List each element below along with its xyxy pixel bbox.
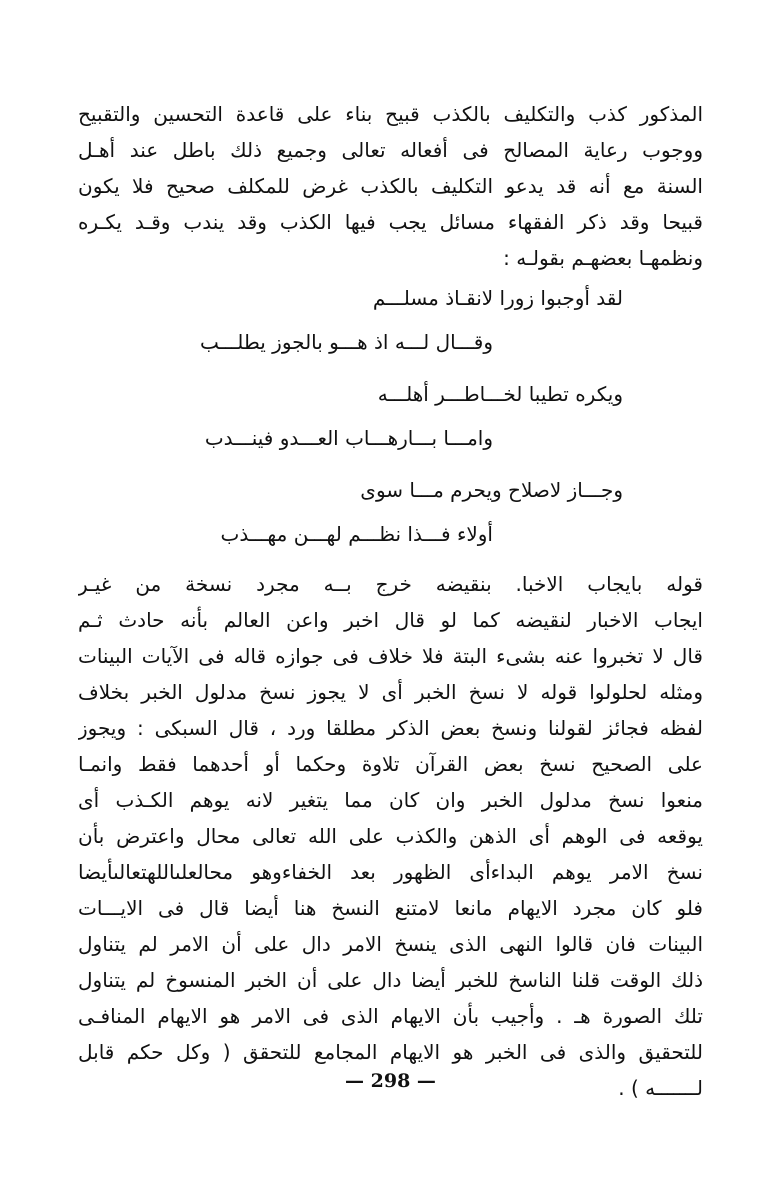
poem-verse: وجـــاز لاصلاح ويحرم مـــا سوى xyxy=(360,478,623,502)
poem-verse: أولاء فـــذا نظـــم لهـــن مهـــذب xyxy=(220,522,493,546)
text-line: منعوا نسخ مدلول الخبر وان كان مما يتغير لانه يوهم الكـذب أى xyxy=(78,788,703,812)
text-line: لفظه فجائز لقولنا ونسخ بعض الذكر مطلقا ورد ، قال السبكى : ويجوز xyxy=(78,716,703,740)
text-line: فلو كان مجرد الايهام مانعا لامتنع النسخ هنا أيضا قال فى الايـــات xyxy=(78,896,703,920)
text-line: على الصحيح نسخ بعض القرآن تلاوة وحكما أو أحدهما فقط وانمـا xyxy=(78,752,703,776)
text-line: نسخ الامر يوهم البداءأى الظهور بعد الخفاءوهو محالعلىاللهتعالىأيضا xyxy=(78,860,703,884)
text-line: ونظمهـا بعضهـم بقولـه : xyxy=(503,246,703,270)
text-line: المذكور كذب والتكليف بالكذب قبيح بناء على قاعدة التحسين والتقبيح xyxy=(78,102,703,126)
poem-verse: لقد أوجبوا زورا لانقـاذ مسلـــم xyxy=(372,286,623,310)
text-line: ايجاب الاخبار لنقيضه كما لو قال اخبر واعن العالم بأنه حادث ثـم xyxy=(78,608,703,632)
text-line: للتحقيق والذى فى الخبر هو الايهام المجامع للتحقق ( وكل حكم قابل xyxy=(78,1040,703,1064)
text-line: يوقعه فى الوهم أى الذهن والكذب على الله تعالى محال واعترض بأن xyxy=(78,824,703,848)
text-line: تلك الصورة هـ . وأجيب بأن الايهام الذى فى الامر هو الايهام المنافـى xyxy=(78,1004,703,1028)
paragraph-2 xyxy=(78,566,703,1106)
text-line: السنة مع أنه قد يدعو التكليف بالكذب غرض للمكلف صحيح فلا يكون xyxy=(78,174,703,198)
text-line: قبيحا وقد ذكر الفقهاء مسائل يجب فيها الكذب وقد يندب وقـد يكـره xyxy=(78,210,703,234)
page-number: — 298 — xyxy=(345,1070,436,1092)
text-line: ووجوب رعاية المصالح فى أفعاله تعالى وجميع ذلك باطل عند أهـل xyxy=(78,138,703,162)
text-line: قال لا تخبروا عنه بشىء البتة فلا خلاف فى جوازه قاله فى الآيات البينات xyxy=(78,644,703,668)
poem-verse: وقـــال لـــه اذ هـــو بالجوز يطلـــب xyxy=(200,330,493,354)
text-line: لـــــــه ) . xyxy=(618,1076,703,1100)
text-line: قوله بايجاب الاخبا. بنقيضه خرج بــه مجرد نسخة من غيـر xyxy=(78,572,703,596)
poem-verse: وامـــا بـــارهـــاب العـــدو فينـــدب xyxy=(204,426,493,450)
paragraph-1 xyxy=(78,96,703,276)
text-line: البينات فان قالوا النهى الذى ينسخ الامر دال على أن الامر لم يتناول xyxy=(78,932,703,956)
text-line: ذلك الوقت قلنا الناسخ للخبر أيضا دال على أن الخبر المنسوخ لم يتناول xyxy=(78,968,703,992)
poem-verse: ويكره تطيبا لخـــاطـــر أهلـــه xyxy=(377,382,623,406)
text-line: ومثله لحلولوا قوله لا نسخ الخبر أى لا يجوز نسخ مدلول الخبر بخلاف xyxy=(78,680,703,704)
